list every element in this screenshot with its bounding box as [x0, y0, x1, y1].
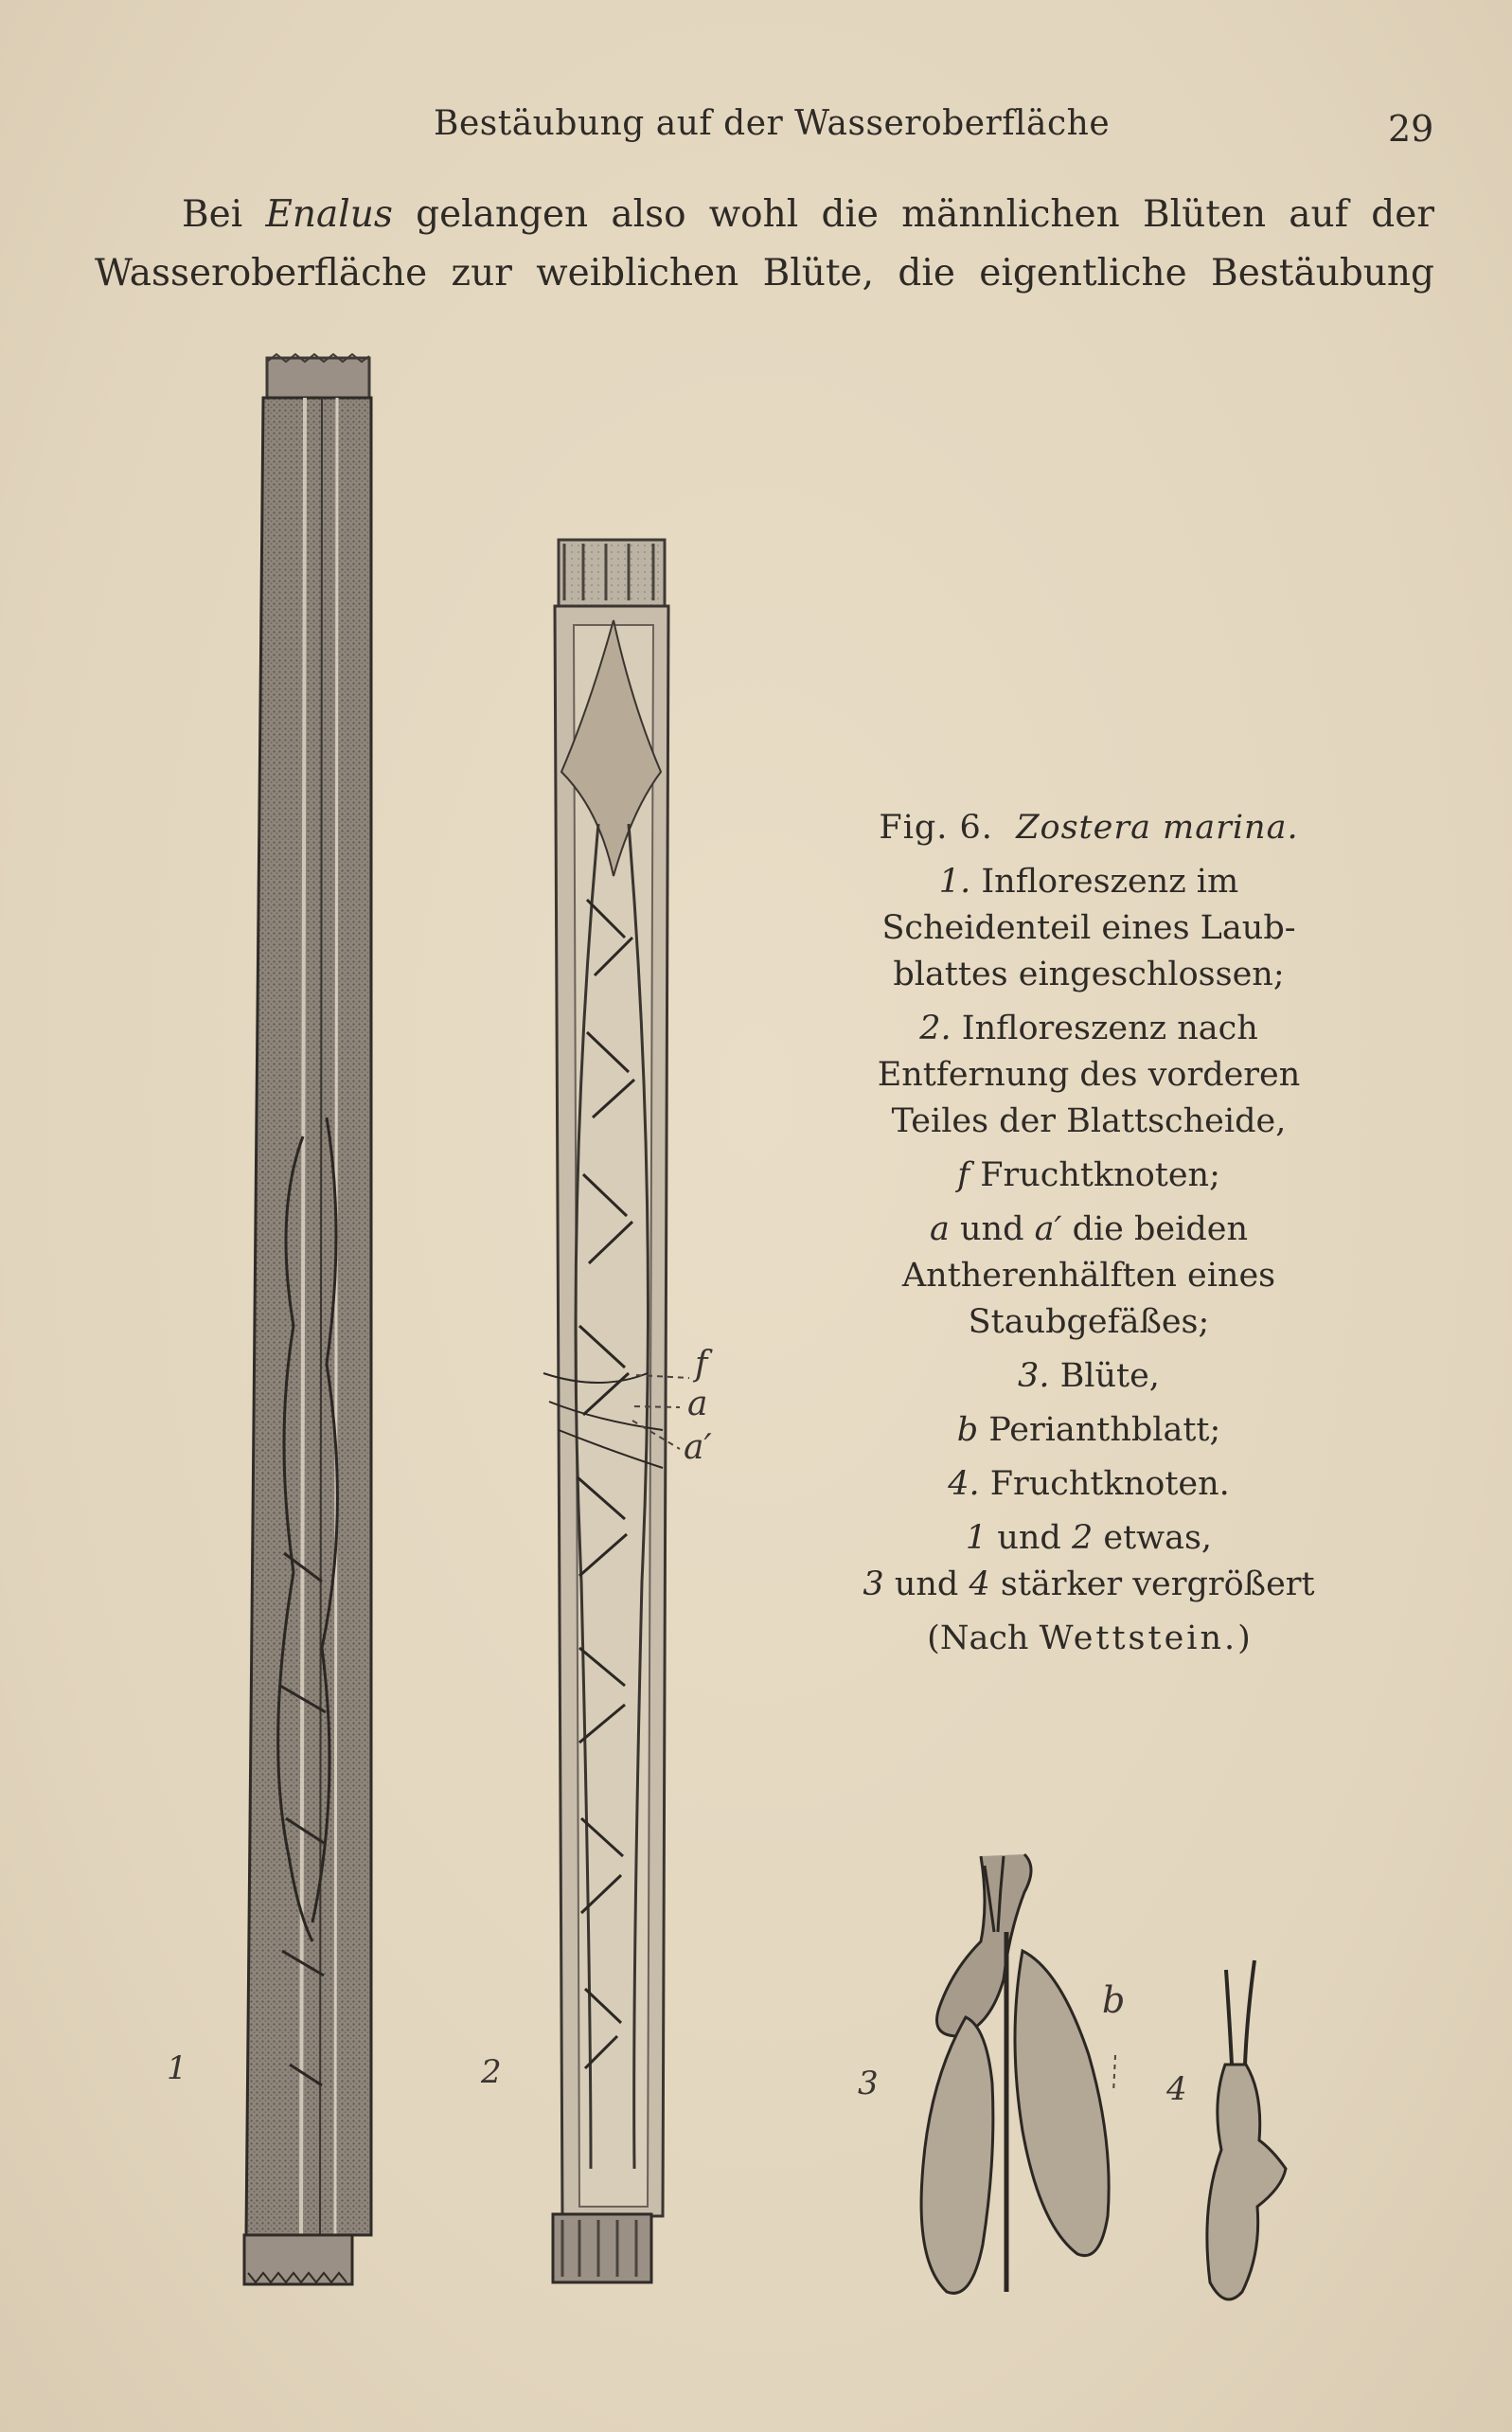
caption-source: (Nach Wettstein.) — [927, 1619, 1251, 1657]
caption-item-3: 3. Blüte, — [1018, 1357, 1160, 1395]
caption-item-2: 2. Infloreszenz nach Entfernung des vorderen Teiles der Blattscheide, — [877, 1010, 1301, 1140]
figure-3-flower — [921, 1854, 1115, 2293]
running-title: Bestäubung auf der Wasseroberfläche — [434, 104, 1111, 143]
figure-label-2: 2 — [481, 2053, 502, 2091]
caption-b: b Perianthblatt; — [956, 1411, 1221, 1449]
figure-label-a-prime: a′ — [684, 1428, 712, 1467]
figure-label-1: 1 — [167, 2049, 187, 2087]
body-line-1: Bei Enalus gelangen also wohl die männlichen Blüten auf der — [182, 193, 1434, 236]
caption-item-1: 1. Infloreszenz im Scheidenteil eines Laub- blattes eingeschlossen; — [881, 863, 1296, 993]
genus-name-enalus: Enalus — [265, 193, 393, 236]
figure-caption — [852, 805, 1325, 1670]
author-name: Wettstein. — [1039, 1619, 1238, 1657]
figure-label-f: f — [695, 1345, 708, 1384]
body-line-2: Wasseroberfläche zur weiblichen Blüte, die eigentliche Bestäubung — [95, 252, 1434, 295]
caption-a: a und a′ die beiden Antherenhälften eines Staubgefäßes; — [901, 1210, 1276, 1341]
figure-2-inflorescence — [543, 540, 689, 2282]
caption-title: Fig. 6. Zostera marina. — [879, 809, 1299, 847]
figure-1-sheath — [244, 354, 371, 2284]
figure-label-b: b — [1102, 1979, 1126, 2021]
figure-4-ovary — [1207, 1960, 1286, 2299]
page-number: 29 — [1388, 108, 1434, 150]
figure-label-3: 3 — [858, 2065, 879, 2102]
caption-item-4: 4. Fruchtknoten. — [948, 1465, 1230, 1503]
species-name: Zostera marina. — [1016, 809, 1299, 847]
caption-f: f Fruchtknoten; — [957, 1156, 1220, 1194]
caption-scale: 1 und 2 etwas, 3 und 4 stärker vergrößert — [863, 1519, 1315, 1603]
figure-label-4: 4 — [1166, 2070, 1187, 2108]
figure-label-a: a — [687, 1385, 708, 1423]
